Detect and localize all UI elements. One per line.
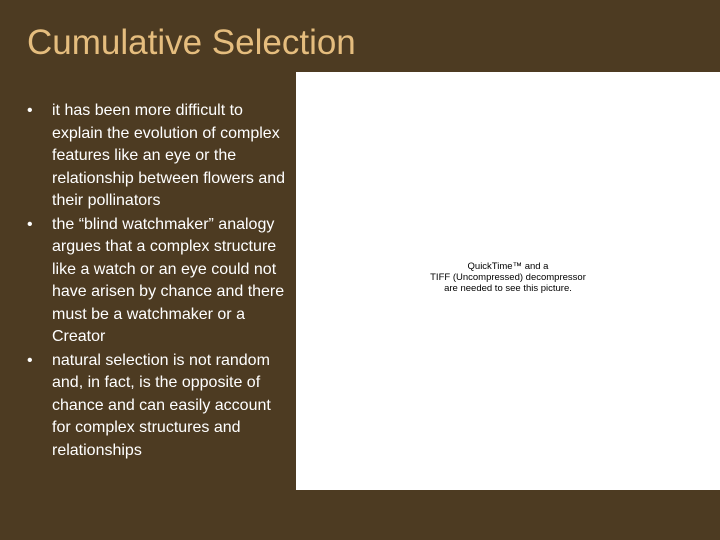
placeholder-line: are needed to see this picture. [444, 283, 572, 294]
bullet-marker: • [27, 215, 33, 233]
bullet-text: the “blind watchmaker” analogy argues that a complex structure like a watch or an eye could not have arisen by chance and there must be a watchmaker or a Creator [52, 215, 285, 345]
quicktime-missing-message [296, 261, 720, 294]
bullet-item [27, 214, 289, 349]
bullet-marker: • [27, 351, 33, 369]
bullet-item [27, 100, 289, 213]
bullet-text: natural selection is not random and, in fact, is the opposite of chance and can easily account for complex structures and relationships [52, 351, 271, 459]
slide-title: Cumulative Selection [27, 23, 356, 62]
bullet-marker: • [27, 102, 33, 119]
bullet-item [27, 350, 289, 463]
placeholder-line: TIFF (Uncompressed) decompressor [430, 272, 586, 283]
bullet-list [27, 100, 289, 463]
placeholder-line: QuickTime™ and a [467, 261, 549, 272]
image-placeholder [296, 72, 720, 490]
bullet-text: it has been more difficult to explain the evolution of complex features like an eye or the relationship between flowers and their pollinators [52, 102, 286, 209]
